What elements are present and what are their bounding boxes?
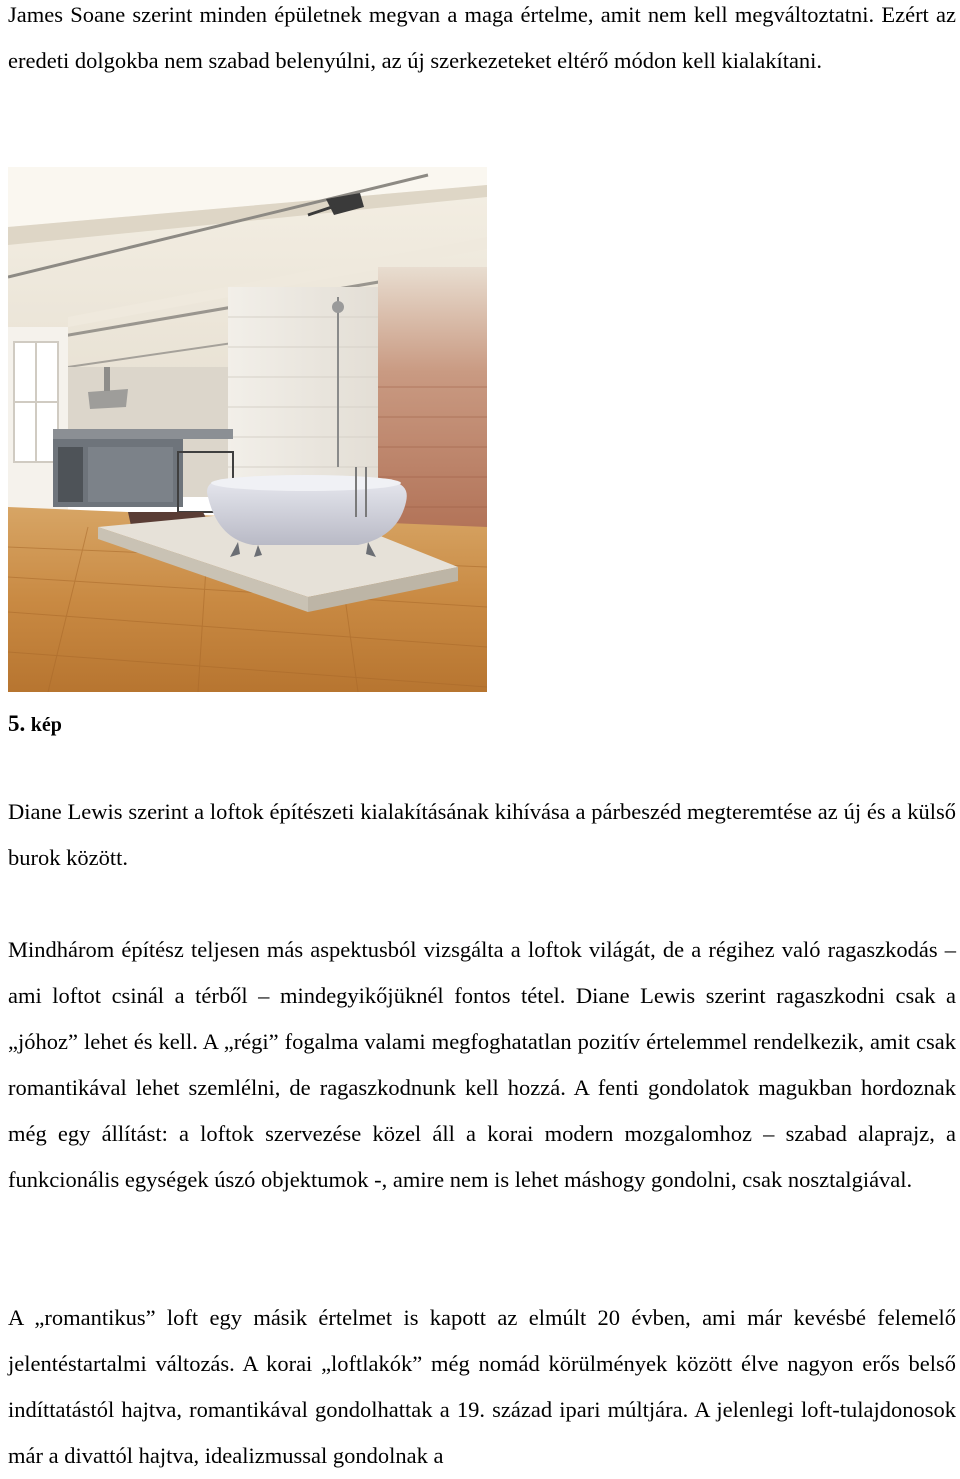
caption-number: 5.	[8, 711, 26, 736]
paragraph-2: Diane Lewis szerint a loftok építészeti kialakításának kihívása a párbeszéd megteremtése az új és a külső burok között.	[8, 799, 956, 870]
figure-caption	[8, 706, 62, 743]
caption-word: kép	[30, 714, 62, 736]
paragraph-3: Mindhárom építész teljesen más aspektusból vizsgálta a loftok világát, de a régihez való ragaszkodás – ami loftot csinál a térből – mindegyikőjüknél fontos tétel. Diane Lewis szerint ragaszkodni csak a „jóhoz” lehet és kell. A „régi” fogalma valami megfoghatatlan pozitív értelemmel rendelkezik, amit csak romantikával lehet szemlélni, de ragaszkodnunk kell hozzá. A fenti gondolatok magukban hordoznak még egy állítást: a loftok szervezése közel áll a korai modern mozgalomhoz – szabad alaprajz, a funkcionális egységek úszó objektumok -, amire nem is lehet máshogy gondolni, csak nosztalgiával.	[8, 937, 956, 1192]
loft-bathroom-photo	[8, 167, 487, 692]
paragraph-4: A „romantikus” loft egy másik értelmet is kapott az elmúlt 20 évben, ami már kevésbé felemelő jelentéstartalmi változás. A korai „loftlakók” még nomád körülmények között élve nagyon erős belső indíttatástól hajtva, romantikával gondolhattak a 19. század ipari múltjára. A jelenlegi loft-tulajdonosok már a divattól hajtva, idealizmussal gondolnak a	[8, 1305, 956, 1468]
paragraph-1: James Soane szerint minden épületnek megvan a maga értelme, amit nem kell megváltoztatni. Ezért az eredeti dolgokba nem szabad belenyúlni, az új szerkezeteket eltérő módon kell kialakítani.	[8, 2, 956, 73]
